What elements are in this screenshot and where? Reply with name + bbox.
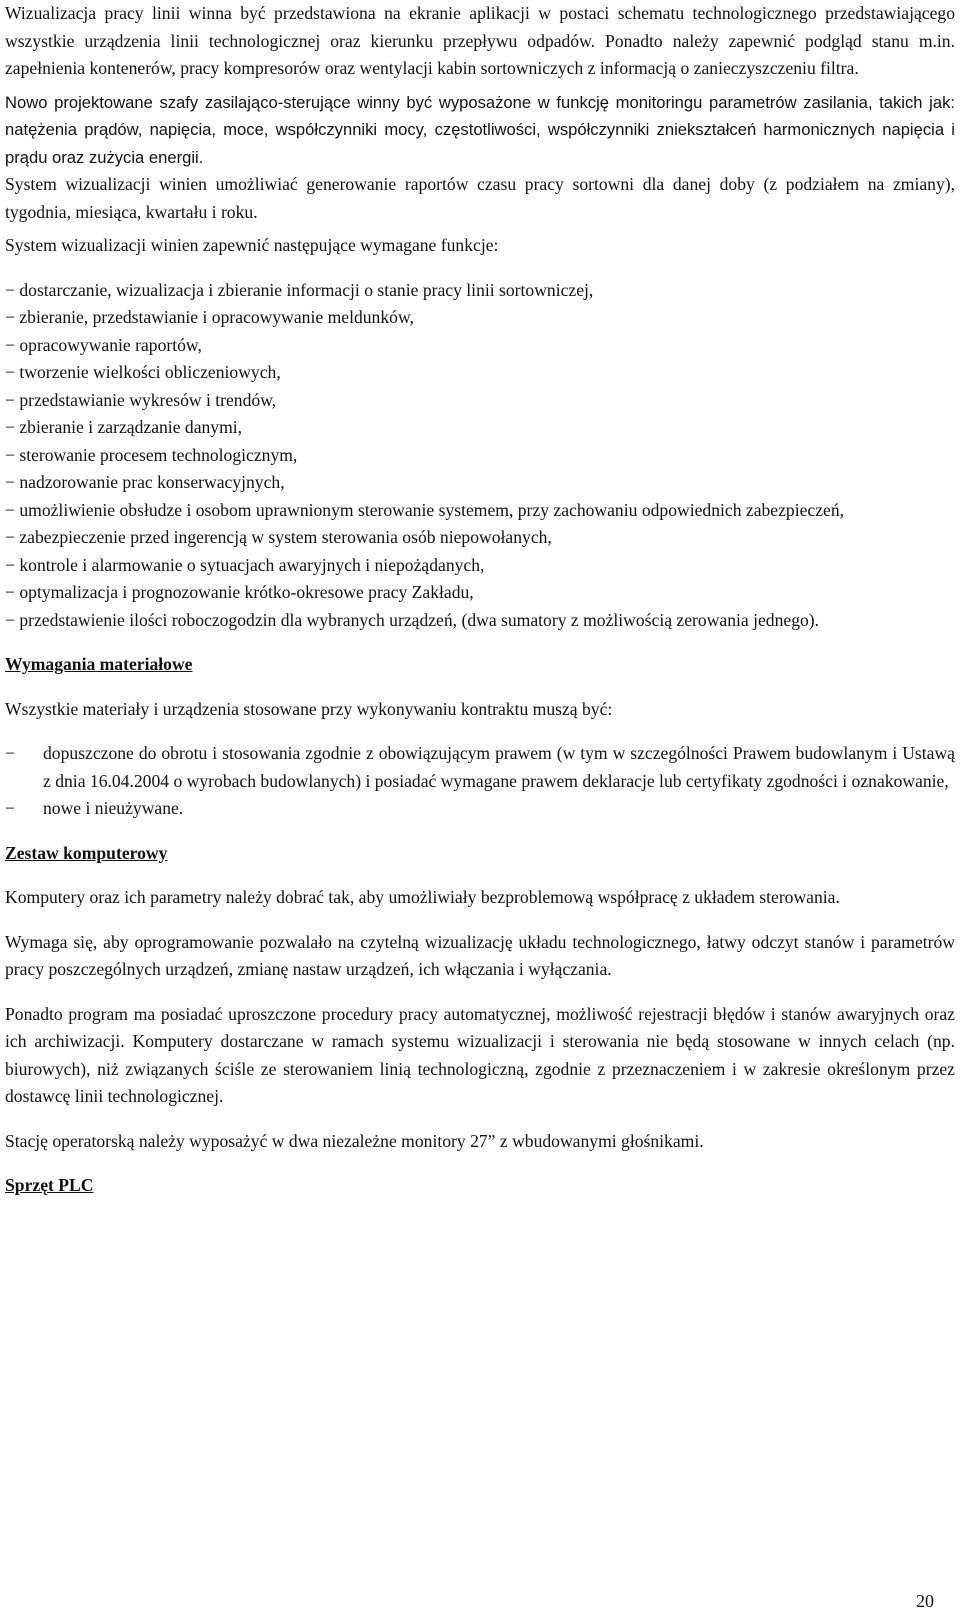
list-item	[5, 442, 955, 470]
list-item-text: nowe i nieużywane.	[43, 798, 184, 818]
materials-intro: Wszystkie materiały i urządzenia stosowane przy wykonywaniu kontraktu muszą być:	[5, 698, 613, 719]
list-item-text: dopuszczone do obrotu i stosowania zgodnie z obowiązującym prawem (w tym w szczególności Prawem budowlanym i Ustawą z dnia 16.04.2004 o wyrobach budowlanych) i posiadać wymagane prawem deklaracje lub certyfikaty zgodności i oznakowanie,	[43, 743, 955, 791]
list-item	[5, 607, 955, 635]
heading-plc: Sprzęt PLC	[5, 1175, 94, 1195]
heading-materials: Wymagania materiałowe	[5, 654, 193, 674]
list-item	[5, 497, 955, 525]
materials-list	[5, 740, 955, 823]
list-item	[5, 469, 955, 497]
dash-bullet: −	[5, 417, 15, 437]
dash-bullet: −	[5, 307, 15, 327]
intro-paragraph-power-monitoring: Nowo projektowane szafy zasilająco-sterujące winny być wyposażone w funkcję monitoringu parametrów zasilania, takich jak: natężenia prądów, napięcia, moce, współczynniki mocy, częstotliwości, współczynniki zniekształceń harmonicznych napięcia i prądu oraz zużycia energii.	[5, 92, 955, 167]
document-page	[5, 0, 955, 1217]
dash-bullet: −	[5, 527, 15, 547]
list-item-text: zbieranie i zarządzanie danymi,	[19, 417, 243, 437]
computers-paragraph-3: Ponadto program ma posiadać uproszczone procedury pracy automatycznej, możliwość rejestracji błędów i stanów awaryjnych oraz ich archiwizacji. Komputery dostarczane w ramach systemu wizualizacji i sterowania nie będą stosowane w innych celach (np. biurowych), niż związanych ściśle ze sterowaniem linią technologiczną, zgodnie z przeznaczeniem i w zakresie określonym przez dostawcę linii technologicznej.	[5, 1003, 955, 1106]
heading-computers: Zestaw komputerowy	[5, 842, 168, 863]
list-item	[5, 359, 955, 387]
dash-bullet: −	[5, 743, 15, 763]
list-item	[5, 304, 955, 332]
page-number: 20	[916, 1591, 934, 1611]
list-item-text: optymalizacja i prognozowanie krótko-okresowe pracy Zakładu,	[19, 582, 474, 602]
intro-paragraph-visualization: Wizualizacja pracy linii winna być przedstawiona na ekranie aplikacji w postaci schematu technologicznego przedstawiającego wszystkie urządzenia linii technologicznej oraz kierunku przepływu odpadów. Ponadto należy zapewnić podgląd stanu m.in. zapełnienia kontenerów, pracy kompresorów oraz wentylacji kabin sortowniczych z informacją o zanieczyszczeniu filtra.	[5, 3, 955, 78]
dash-bullet: −	[5, 582, 15, 602]
list-item	[5, 552, 955, 580]
dash-bullet: −	[5, 334, 15, 355]
dash-bullet: −	[5, 389, 15, 410]
list-item-text: sterowanie procesem technologicznym,	[19, 444, 298, 465]
computers-paragraph-2: Wymaga się, aby oprogramowanie pozwalało na czytelną wizualizację układu technologicznego, łatwy odczyt stanów i parametrów pracy poszczególnych urządzeń, zmianę nastaw urządzeń, ich włączania i wyłączania.	[5, 931, 955, 979]
list-item-text: zabezpieczenie przed ingerencją w system sterowania osób niepowołanych,	[19, 527, 552, 547]
dash-bullet: −	[5, 798, 15, 818]
intro-paragraph-reports: System wizualizacji winien umożliwiać generowanie raportów czasu pracy sortowni dla danej doby (z podziałem na zmiany), tygodnia, miesiąca, kwartału i roku.	[5, 174, 955, 222]
dash-bullet: −	[5, 279, 15, 300]
list-item-text: kontrole i alarmowanie o sytuacjach awaryjnych i niepożądanych,	[19, 554, 485, 575]
computers-paragraph-1: Komputery oraz ich parametry należy dobrać tak, aby umożliwiały bezproblemową współpracę z układem sterowania.	[5, 887, 840, 907]
list-item	[5, 414, 955, 442]
list-item-text: opracowywanie raportów,	[19, 334, 202, 355]
dash-bullet: −	[5, 554, 15, 575]
list-item	[5, 524, 955, 552]
list-item	[5, 277, 955, 305]
dash-bullet: −	[5, 444, 15, 465]
dash-bullet: −	[5, 609, 15, 630]
list-item	[5, 579, 955, 607]
list-item-text: przedstawianie wykresów i trendów,	[19, 389, 277, 410]
list-item-text: nadzorowanie prac konserwacyjnych,	[19, 472, 285, 492]
list-item-text: umożliwienie obsłudze i osobom uprawnionym sterowanie systemem, przy zachowaniu odpowiednich zabezpieczeń,	[19, 499, 845, 520]
list-item-text: tworzenie wielkości obliczeniowych,	[19, 362, 281, 382]
list-item	[5, 740, 955, 795]
list-item	[5, 387, 955, 415]
list-item-text: dostarczanie, wizualizacja i zbieranie informacji o stanie pracy linii sortowniczej,	[19, 279, 594, 300]
dash-bullet: −	[5, 499, 15, 520]
dash-bullet: −	[5, 362, 15, 382]
functions-list	[5, 277, 955, 635]
list-item-text: zbieranie, przedstawianie i opracowywanie meldunków,	[19, 307, 414, 327]
dash-bullet: −	[5, 472, 15, 492]
list-item	[5, 795, 955, 823]
list-item	[5, 332, 955, 360]
list-item-text: przedstawienie ilości roboczogodzin dla wybranych urządzeń, (dwa sumatory z możliwością zerowania jednego).	[19, 609, 820, 630]
intro-paragraph-functions-lead: System wizualizacji winien zapewnić następujące wymagane funkcje:	[5, 235, 499, 255]
computers-paragraph-4: Stację operatorską należy wyposażyć w dwa niezależne monitory 27” z wbudowanymi głośnikami.	[5, 1130, 704, 1151]
